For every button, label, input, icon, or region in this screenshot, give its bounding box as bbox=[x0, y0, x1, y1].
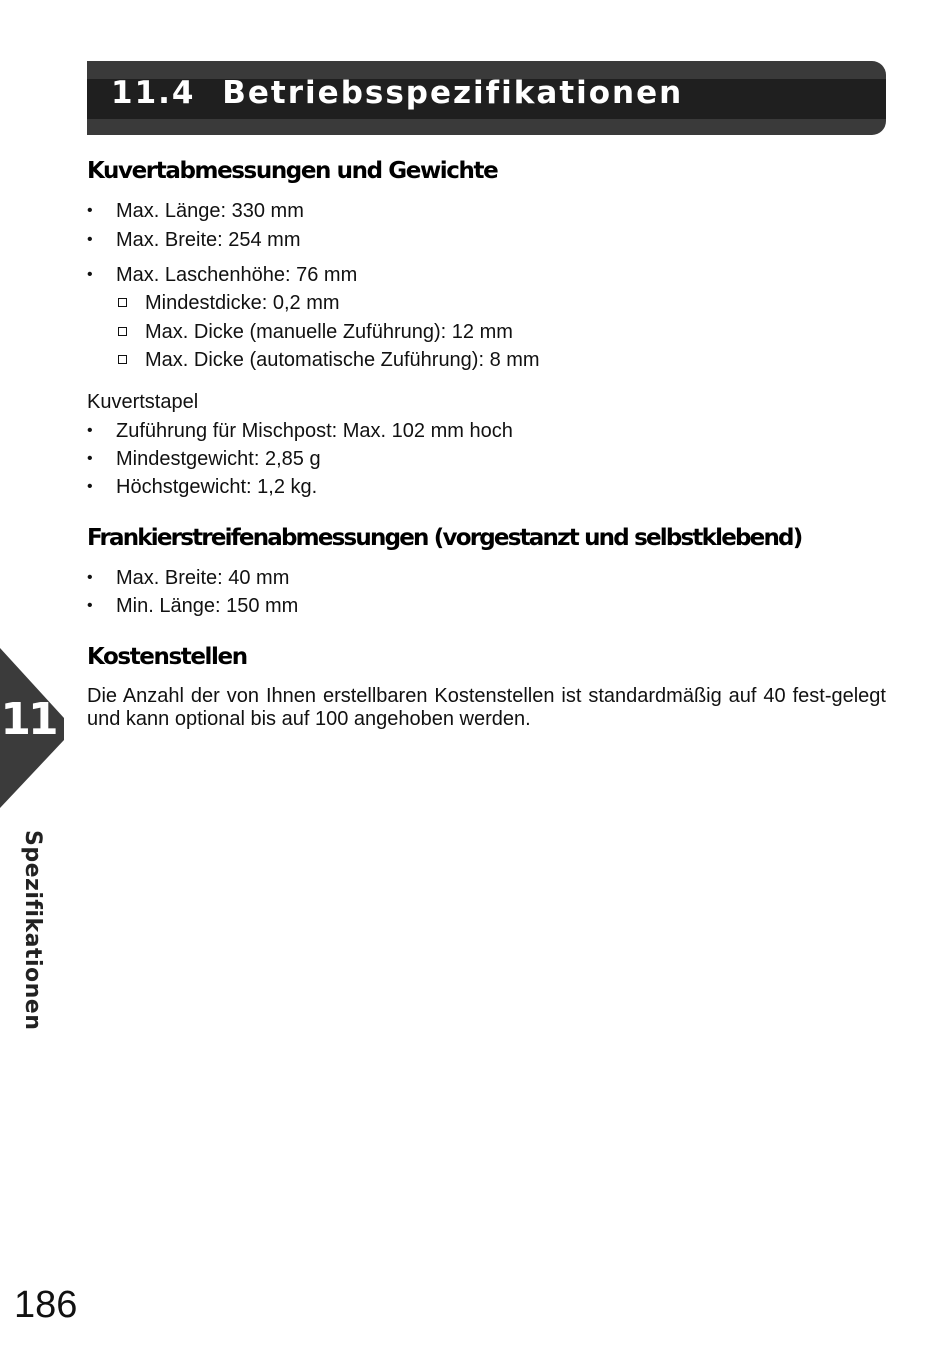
list-item: Max. Breite: 254 mm bbox=[116, 229, 301, 251]
kostenstellen-paragraph: Die Anzahl der von Ihnen erstellbaren Kostenstellen ist standardmäßig auf 40 fest-gelegt und kann optional bis auf 100 angehoben werden. bbox=[87, 685, 886, 730]
section-title: 11.4 Betriebsspezifikationen bbox=[111, 75, 684, 111]
square-bullet-icon bbox=[118, 355, 127, 364]
bullet-dot-icon: • bbox=[87, 569, 93, 586]
heading-frankierstreifen: Frankierstreifenabmessungen (vorgestanzt und selbstklebend) bbox=[87, 525, 802, 551]
list-item: Max. Breite: 40 mm bbox=[116, 567, 290, 589]
chapter-number: 11 bbox=[0, 694, 56, 745]
bullet-dot-icon: • bbox=[87, 266, 93, 283]
list-item: Mindestgewicht: 2,85 g bbox=[116, 448, 321, 470]
bullet-dot-icon: • bbox=[87, 231, 93, 248]
bullet-dot-icon: • bbox=[87, 450, 93, 467]
square-bullet-icon bbox=[118, 327, 127, 336]
sub-list-item: Max. Dicke (manuelle Zuführung): 12 mm bbox=[145, 321, 513, 343]
heading-kuvertabmessungen: Kuvertabmessungen und Gewichte bbox=[87, 158, 498, 184]
sub-list-item: Mindestdicke: 0,2 mm bbox=[145, 292, 340, 314]
square-bullet-icon bbox=[118, 298, 127, 307]
page-number: 186 bbox=[14, 1284, 78, 1326]
section-header-bar bbox=[87, 61, 886, 135]
heading-kostenstellen: Kostenstellen bbox=[87, 644, 247, 670]
chapter-side-label: Spezifikationen bbox=[20, 830, 45, 1031]
bullet-dot-icon: • bbox=[87, 597, 93, 614]
list-item: Min. Länge: 150 mm bbox=[116, 595, 299, 617]
bullet-dot-icon: • bbox=[87, 202, 93, 219]
sub-list-item: Max. Dicke (automatische Zuführung): 8 mm bbox=[145, 349, 540, 371]
bullet-dot-icon: • bbox=[87, 478, 93, 495]
list-item: Max. Laschenhöhe: 76 mm bbox=[116, 264, 358, 286]
list-item: Höchstgewicht: 1,2 kg. bbox=[116, 476, 318, 498]
list-item: Zuführung für Mischpost: Max. 102 mm hoch bbox=[116, 420, 513, 442]
kuvertstapel-label: Kuvertstapel bbox=[87, 391, 199, 413]
list-item: Max. Länge: 330 mm bbox=[116, 200, 304, 222]
bullet-dot-icon: • bbox=[87, 422, 93, 439]
